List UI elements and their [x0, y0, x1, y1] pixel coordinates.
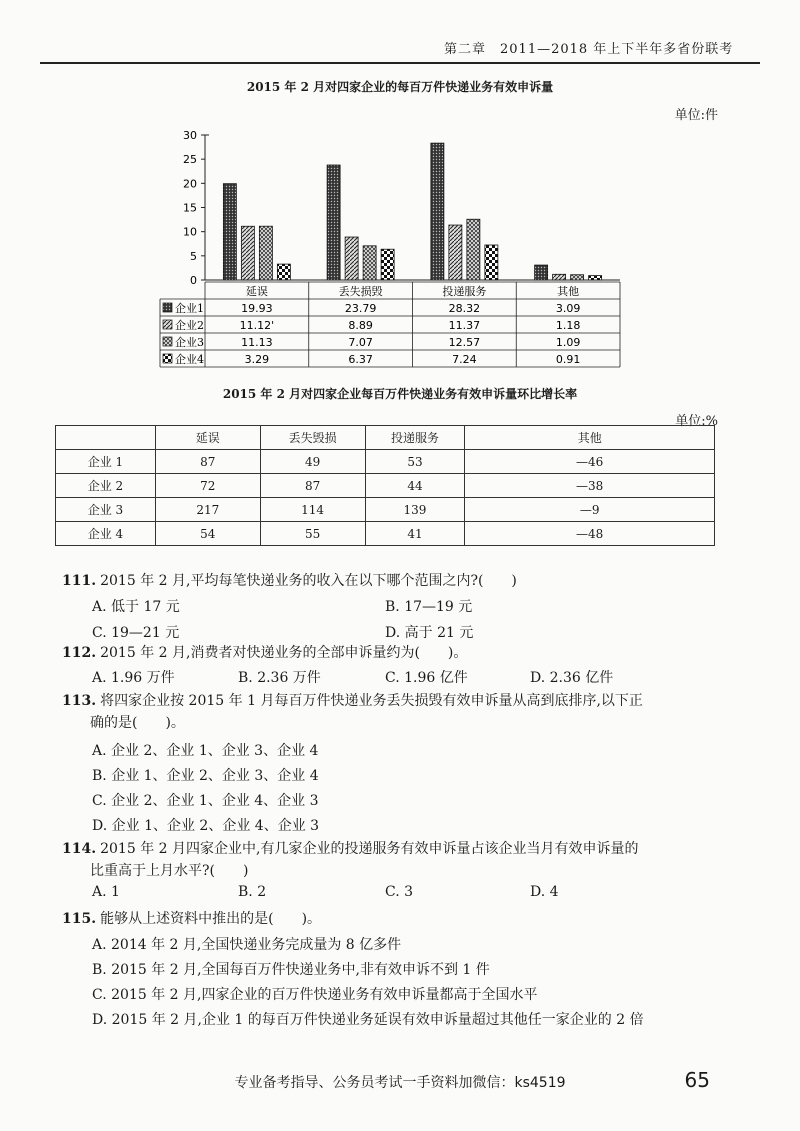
legend-label: 企业3 — [175, 336, 204, 349]
bar-chart — [150, 125, 630, 375]
footer-text: 专业备考指导、公务员考试一手资料加微信：ks4519 — [234, 1075, 566, 1091]
bar — [571, 275, 584, 280]
data-label: 7.24 — [452, 353, 477, 366]
legend-swatch — [163, 354, 172, 363]
option-b[interactable]: B. 2015 年 2 月,全国每百万件快递业务中,非有效申诉不到 1 件 — [92, 962, 490, 978]
option-b[interactable]: B. 17—19 元 — [385, 599, 473, 615]
option-b[interactable]: B. 2 — [238, 884, 267, 900]
x-category-label: 丢失损毁 — [338, 285, 383, 298]
bar — [277, 264, 290, 280]
table-cell: 139 — [365, 498, 465, 522]
table-cell: 217 — [155, 498, 260, 522]
question-114: 114. 2015 年 2 月四家企业中,有几家企业的投递服务有效申诉量占该企业当月有效申诉量的 比重高于上月水平?( ) — [62, 841, 639, 879]
page-header: 第二章 2011—2018 年上下半年多省份联考 — [444, 42, 734, 57]
option-d[interactable]: D. 4 — [530, 884, 559, 900]
chart-title: 2015 年 2 月对四家企业的每百万件快递业务有效申诉量 — [246, 80, 554, 94]
table-cell: 企业 4 — [56, 522, 156, 546]
x-category-label: 延误 — [245, 285, 268, 298]
table-cell: —48 — [465, 522, 715, 546]
bar — [589, 276, 602, 280]
table2-unit: 单位:% — [675, 414, 718, 429]
header-rule — [40, 62, 760, 64]
y-tick-label: 10 — [183, 225, 197, 239]
table-cell: 87 — [155, 450, 260, 474]
bar — [241, 226, 254, 280]
y-tick-label: 30 — [183, 129, 197, 142]
data-label: 8.89 — [348, 319, 373, 332]
table-cell: —38 — [465, 474, 715, 498]
table-cell: 54 — [155, 522, 260, 546]
y-tick-label: 5 — [190, 249, 197, 263]
data-label: 11.13 — [241, 336, 273, 349]
data-label: 1.09 — [555, 336, 581, 349]
question-112: 112. 2015 年 2 月,消费者对快递业务的全部申诉量约为( )。 — [62, 645, 468, 661]
bar — [259, 226, 272, 280]
data-label: 12.57 — [448, 336, 481, 349]
bar — [449, 225, 462, 280]
bar — [467, 219, 480, 280]
data-label: 1.18 — [555, 319, 581, 332]
data-label: 28.32 — [448, 302, 481, 315]
option-c[interactable]: C. 3 — [385, 884, 414, 900]
table-header-cell: 延误 — [155, 426, 260, 450]
table-cell: —9 — [465, 498, 715, 522]
table-row — [56, 450, 715, 474]
data-label: 7.07 — [348, 336, 373, 349]
option-a[interactable]: A. 1.96 万件 — [92, 670, 175, 686]
bar — [223, 184, 236, 280]
data-label: 3.29 — [244, 353, 270, 366]
data-label: 19.93 — [241, 302, 273, 315]
data-label: 6.37 — [348, 353, 373, 366]
table2-title: 2015 年 2 月对四家企业每百万件快递业务有效申诉量环比增长率 — [222, 387, 578, 401]
bar — [381, 249, 394, 280]
legend-swatch — [163, 320, 172, 329]
y-tick-label: 0 — [190, 274, 197, 287]
legend-label: 企业1 — [175, 302, 204, 315]
table-cell: 企业 1 — [56, 450, 156, 474]
table-cell: —46 — [465, 450, 715, 474]
table-row — [56, 522, 715, 546]
legend-swatch — [163, 337, 172, 346]
bar — [553, 274, 566, 280]
legend-label: 企业4 — [175, 353, 204, 366]
option-c[interactable]: C. 2015 年 2 月,四家企业的百万件快递业务有效申诉量都高于全国水平 — [92, 987, 538, 1003]
table-cell: 49 — [260, 450, 365, 474]
option-a[interactable]: A. 2014 年 2 月,全国快递业务完成量为 8 亿多件 — [92, 937, 402, 953]
option-d[interactable]: D. 2.36 亿件 — [530, 670, 614, 686]
option-d[interactable]: D. 高于 21 元 — [385, 625, 474, 641]
data-label: 0.91 — [555, 353, 581, 366]
chart-unit: 单位:件 — [674, 108, 718, 123]
legend-swatch — [163, 303, 172, 312]
page-number: 65 — [684, 1068, 710, 1092]
option-b[interactable]: B. 2.36 万件 — [238, 670, 321, 686]
option-a[interactable]: A. 1 — [92, 884, 120, 900]
bar — [327, 165, 340, 280]
table-row — [56, 474, 715, 498]
question-111: 111. 2015 年 2 月,平均每笔快递业务的收入在以下哪个范围之内?( ) — [62, 573, 517, 589]
y-tick-label: 25 — [183, 153, 197, 167]
option-c[interactable]: C. 企业 2、企业 1、企业 4、企业 3 — [92, 793, 319, 809]
x-category-label: 其他 — [557, 285, 580, 298]
y-tick-label: 20 — [183, 177, 197, 191]
table-header-cell: 丢失毁损 — [260, 426, 365, 450]
growth-rate-table — [55, 425, 715, 546]
question-113: 113. 将四家企业按 2015 年 1 月每百万件快递业务丢失损毁有效申诉量从高到底排序,以下正 确的是( )。 — [62, 693, 643, 731]
legend-label: 企业2 — [175, 319, 204, 332]
table-cell: 53 — [365, 450, 465, 474]
data-label: 3.09 — [555, 302, 581, 315]
x-category-label: 投递服务 — [442, 285, 487, 298]
table-cell: 41 — [365, 522, 465, 546]
y-tick-label: 15 — [183, 201, 197, 215]
option-a[interactable]: A. 低于 17 元 — [92, 599, 180, 615]
table-cell: 企业 2 — [56, 474, 156, 498]
data-label: 11.37 — [448, 319, 481, 332]
option-c[interactable]: C. 19—21 元 — [92, 625, 180, 641]
table-cell: 44 — [365, 474, 465, 498]
table-cell: 87 — [260, 474, 365, 498]
bar — [363, 246, 376, 280]
option-d[interactable]: D. 2015 年 2 月,企业 1 的每百万件快递业务延误有效申诉量超过其他任一家企业的 2 倍 — [92, 1012, 644, 1028]
option-c[interactable]: C. 1.96 亿件 — [385, 670, 468, 686]
option-d[interactable]: D. 企业 1、企业 2、企业 4、企业 3 — [92, 818, 320, 834]
table-header-cell — [56, 426, 156, 450]
option-b[interactable]: B. 企业 1、企业 2、企业 3、企业 4 — [92, 768, 319, 784]
table-cell: 55 — [260, 522, 365, 546]
table-cell: 114 — [260, 498, 365, 522]
table-header-row — [56, 426, 715, 450]
table-header-cell: 投递服务 — [365, 426, 465, 450]
bar — [345, 237, 358, 280]
data-label: 23.79 — [344, 302, 377, 315]
bar — [431, 143, 444, 280]
table-row — [56, 498, 715, 522]
bar — [485, 245, 498, 280]
option-a[interactable]: A. 企业 2、企业 1、企业 3、企业 4 — [92, 743, 319, 759]
table-cell: 企业 3 — [56, 498, 156, 522]
table-header-cell: 其他 — [465, 426, 715, 450]
bar — [535, 265, 548, 280]
table-cell: 72 — [155, 474, 260, 498]
question-115: 115. 能够从上述资料中推出的是( )。 — [62, 911, 322, 927]
data-label: 11.12' — [239, 319, 275, 332]
